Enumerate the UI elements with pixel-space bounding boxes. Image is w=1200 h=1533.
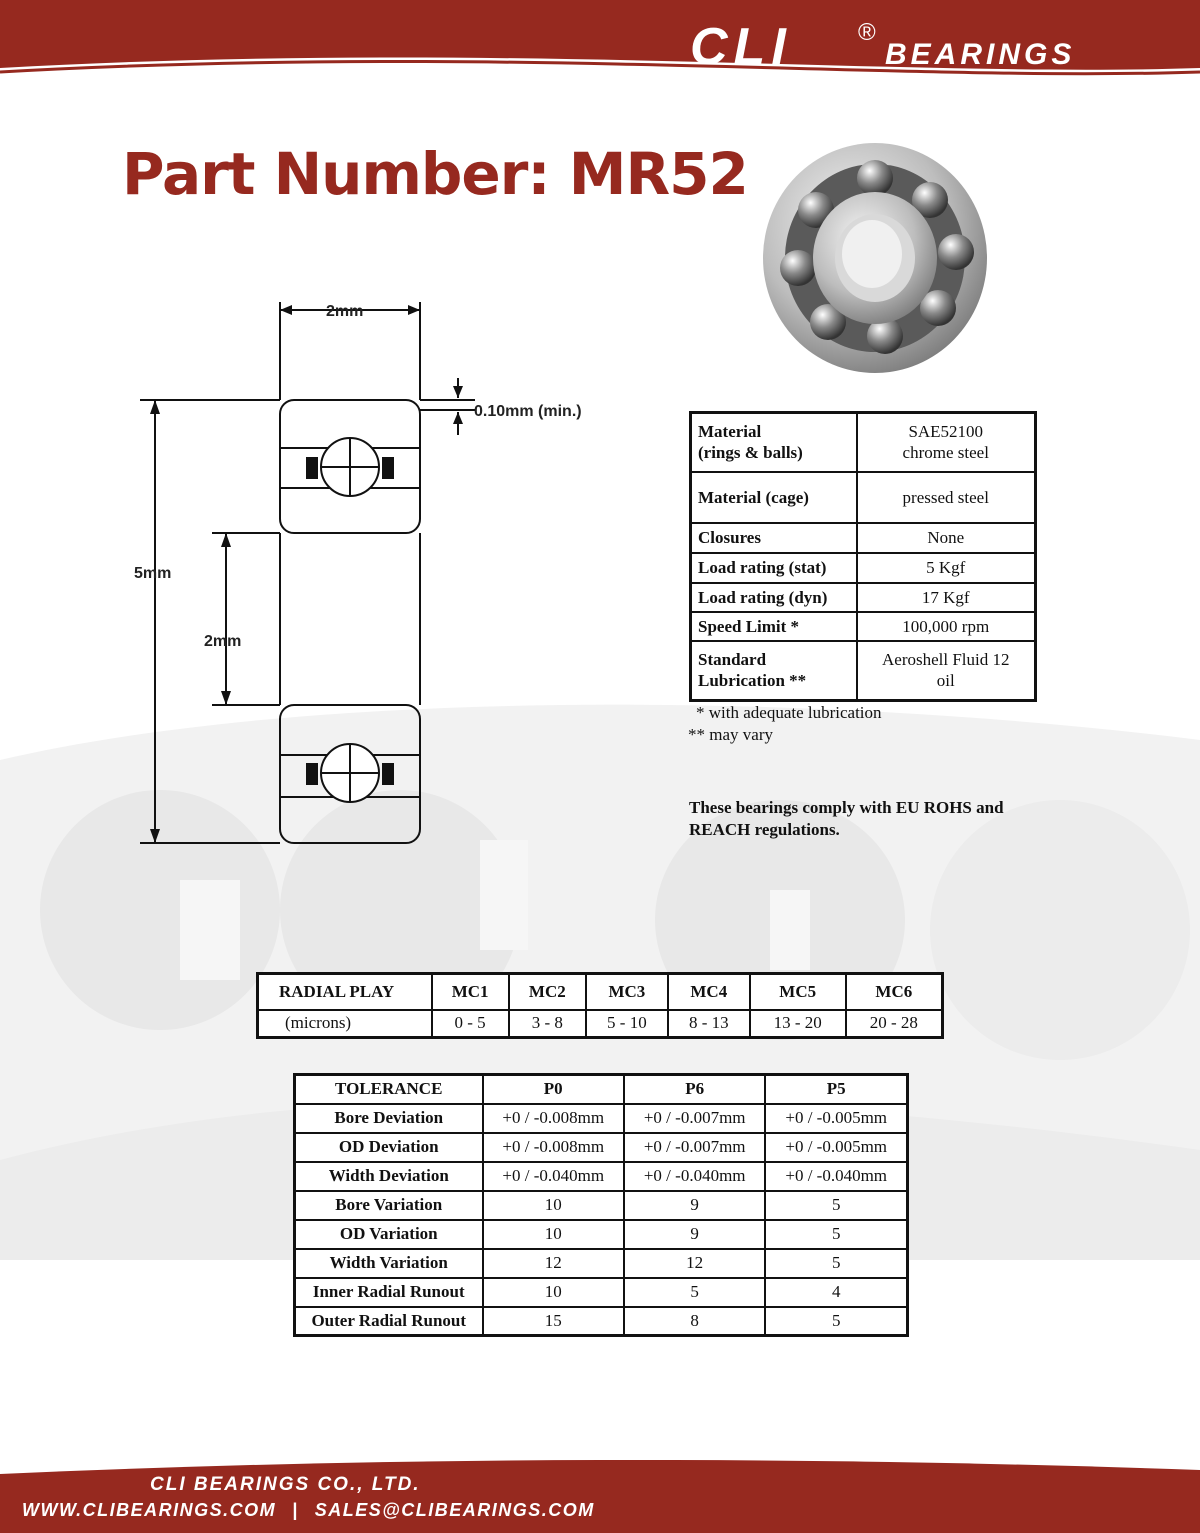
table-row xyxy=(295,1133,908,1162)
brand-logo xyxy=(690,18,1170,78)
table-row xyxy=(295,1278,908,1307)
spec-label-load-stat: Load rating (stat) xyxy=(691,553,857,583)
footer-contact xyxy=(22,1500,595,1521)
tolerance-cell: +0 / -0.008mm xyxy=(483,1104,624,1133)
outer-diameter-label: 5mm xyxy=(134,565,172,582)
tolerance-cell: +0 / -0.007mm xyxy=(624,1133,765,1162)
tolerance-cell: +0 / -0.008mm xyxy=(483,1133,624,1162)
tolerance-cell: +0 / -0.005mm xyxy=(765,1104,907,1133)
specifications-table xyxy=(689,411,1037,702)
radial-play-header: RADIAL PLAY xyxy=(258,974,432,1010)
spec-value-closures: None xyxy=(857,523,1036,553)
footer-banner xyxy=(0,1460,1200,1533)
tolerance-cell: 5 xyxy=(624,1278,765,1307)
radial-play-value: 3 - 8 xyxy=(509,1010,586,1038)
tolerance-cell: 5 xyxy=(765,1191,907,1220)
footer-email-link[interactable]: SALES@CLIBEARINGS.COM xyxy=(314,1500,595,1520)
tolerance-row-label: OD Deviation xyxy=(295,1133,483,1162)
logo-cli-text: CLI xyxy=(690,18,792,76)
bearing-cross-section-drawing xyxy=(120,290,620,860)
compliance-statement: These bearings comply with EU ROHS and REACH regulations. xyxy=(689,798,1004,839)
tolerance-cell: 10 xyxy=(483,1220,624,1249)
radial-play-class: MC4 xyxy=(668,974,750,1010)
bore-diameter-label: 2mm xyxy=(204,633,242,650)
tolerance-row-label: Inner Radial Runout xyxy=(295,1278,483,1307)
tolerance-row-label: OD Variation xyxy=(295,1220,483,1249)
tolerance-cell: +0 / -0.040mm xyxy=(765,1162,907,1191)
width-dimension-label: 2mm xyxy=(326,303,364,320)
spec-value-cage: pressed steel xyxy=(857,472,1036,523)
tolerance-row-label: Width Deviation xyxy=(295,1162,483,1191)
table-row xyxy=(295,1191,908,1220)
spec-label-speed: Speed Limit * xyxy=(691,612,857,641)
tolerance-cell: 15 xyxy=(483,1307,624,1336)
footnote-may-vary: ** may vary xyxy=(688,725,773,744)
tolerance-grade: P6 xyxy=(624,1075,765,1104)
spec-label-load-dyn: Load rating (dyn) xyxy=(691,583,857,612)
table-row xyxy=(295,1307,908,1336)
tolerance-cell: 5 xyxy=(765,1307,907,1336)
tolerance-row-label: Bore Deviation xyxy=(295,1104,483,1133)
radial-play-table xyxy=(256,972,944,1039)
spec-label-cage: Material (cage) xyxy=(691,472,857,523)
table-row xyxy=(295,1249,908,1278)
radial-play-class: MC6 xyxy=(846,974,943,1010)
radial-play-unit: (microns) xyxy=(258,1010,432,1038)
footer-website-link[interactable]: WWW.CLIBEARINGS.COM xyxy=(22,1500,277,1520)
tolerance-cell: 8 xyxy=(624,1307,765,1336)
radial-play-class: MC3 xyxy=(586,974,668,1010)
footer-separator: | xyxy=(292,1500,299,1520)
spec-label-closures: Closures xyxy=(691,523,857,553)
tolerance-cell: +0 / -0.040mm xyxy=(483,1162,624,1191)
spec-label-material: Material (rings & balls) xyxy=(691,413,857,472)
tolerance-cell: 4 xyxy=(765,1278,907,1307)
logo-bearings-text: BEARINGS xyxy=(885,38,1076,71)
radial-play-class: MC2 xyxy=(509,974,586,1010)
table-row xyxy=(295,1220,908,1249)
tolerance-cell: +0 / -0.007mm xyxy=(624,1104,765,1133)
radial-play-class: MC5 xyxy=(750,974,846,1010)
tolerance-row-label: Outer Radial Runout xyxy=(295,1307,483,1336)
footer-company-name: CLI BEARINGS CO., LTD. xyxy=(150,1474,421,1495)
tolerance-table xyxy=(293,1073,909,1337)
radial-play-class: MC1 xyxy=(432,974,509,1010)
spec-value-material: SAE52100 chrome steel xyxy=(857,413,1036,472)
tolerance-header: TOLERANCE xyxy=(295,1075,483,1104)
part-number-title: Part Number: MR52 xyxy=(122,140,748,208)
tolerance-cell: +0 / -0.005mm xyxy=(765,1133,907,1162)
tolerance-row-label: Width Variation xyxy=(295,1249,483,1278)
spec-value-speed: 100,000 rpm xyxy=(857,612,1036,641)
tolerance-cell: 9 xyxy=(624,1191,765,1220)
spec-value-load-dyn: 17 Kgf xyxy=(857,583,1036,612)
spec-label-lubrication: Standard Lubrication ** xyxy=(691,641,857,701)
tolerance-row-label: Bore Variation xyxy=(295,1191,483,1220)
tolerance-grade: P0 xyxy=(483,1075,624,1104)
clearance-dimension-label: 0.10mm (min.) xyxy=(474,403,582,420)
tolerance-cell: 5 xyxy=(765,1249,907,1278)
tolerance-cell: 10 xyxy=(483,1278,624,1307)
tolerance-cell: 5 xyxy=(765,1220,907,1249)
radial-play-value: 13 - 20 xyxy=(750,1010,846,1038)
radial-play-value: 20 - 28 xyxy=(846,1010,943,1038)
tolerance-grade: P5 xyxy=(765,1075,907,1104)
radial-play-value: 0 - 5 xyxy=(432,1010,509,1038)
footnote-lubrication: * with adequate lubrication xyxy=(696,703,882,722)
tolerance-cell: 12 xyxy=(483,1249,624,1278)
spec-value-load-stat: 5 Kgf xyxy=(857,553,1036,583)
spec-value-lubrication: Aeroshell Fluid 12 oil xyxy=(857,641,1036,701)
radial-play-value: 8 - 13 xyxy=(668,1010,750,1038)
tolerance-cell: 10 xyxy=(483,1191,624,1220)
tolerance-cell: +0 / -0.040mm xyxy=(624,1162,765,1191)
tolerance-cell: 12 xyxy=(624,1249,765,1278)
table-row xyxy=(295,1162,908,1191)
tolerance-cell: 9 xyxy=(624,1220,765,1249)
logo-registered-mark: ® xyxy=(858,19,876,46)
bearing-photo xyxy=(760,140,990,376)
table-row xyxy=(295,1104,908,1133)
radial-play-value: 5 - 10 xyxy=(586,1010,668,1038)
